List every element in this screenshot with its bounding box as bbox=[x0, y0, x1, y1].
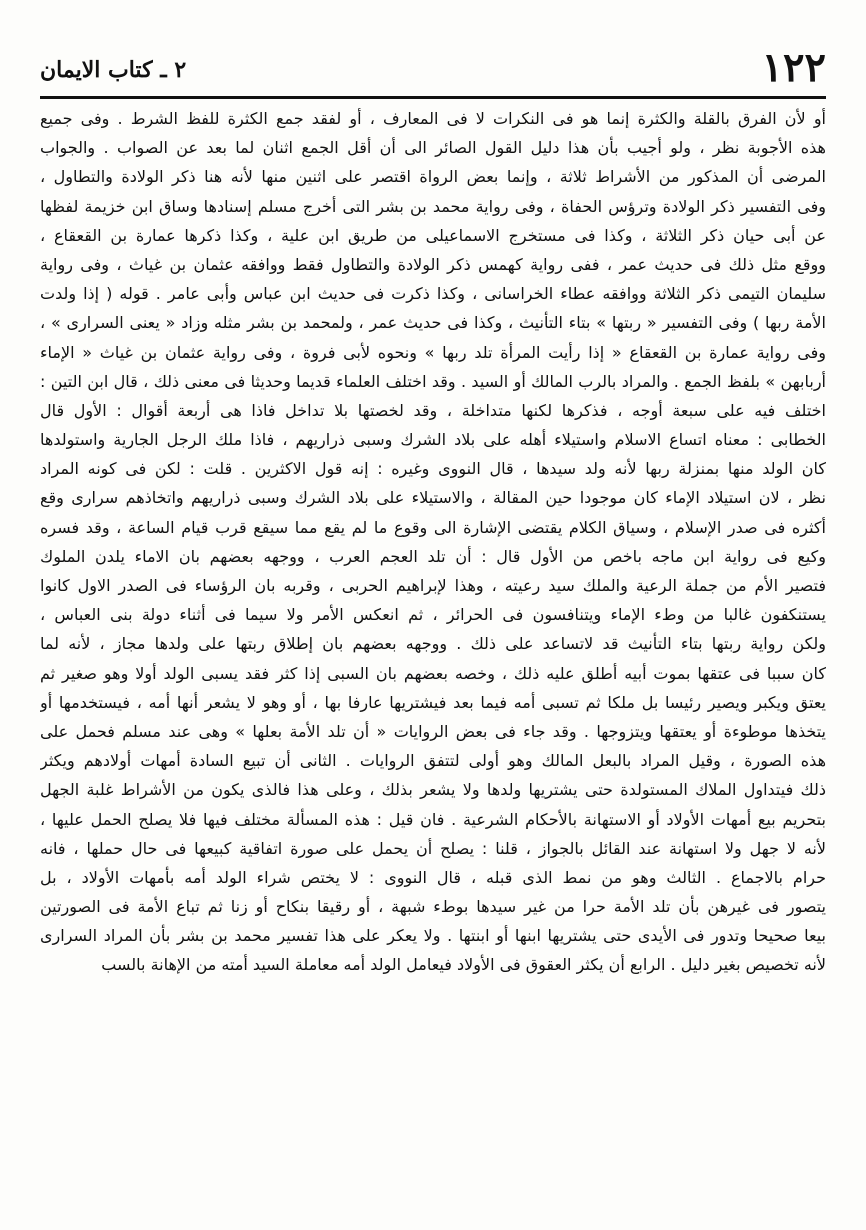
text-line: لأنه لا جهل ولا استهانة عند القائل بالجواز ، قلنا : يصلح أن يحمل على صورة اتفاقية كبيعها فى حال حملها ، فانه bbox=[40, 838, 826, 858]
text-line: يعتق ويكبر ويصير رئيسا بل ملكا ثم تسبى أمه فيما بعد فيشتريها عارفا بها ، أو وهو لا يشعر أنها أمه ، فيستخدمها أو bbox=[40, 692, 826, 712]
text-line: اختلف فيه على سبعة أوجه ، فذكرها لكنها متداخلة ، وقد لخصتها بلا تداخل فاذا هى أربعة أقوال : الأول قال bbox=[40, 400, 826, 420]
text-line: فتصير الأم من جملة الرعية والملك سيد رعيته ، وهذا لإبراهيم الحربى ، وقربه بان الرؤساء فى الصدر الاول كانوا bbox=[40, 576, 826, 595]
text-line: أو لأن الفرق بالقلة والكثرة إنما هو فى النكرات لا فى المعارف ، أو لفقد جمع الكثرة للفظ الشرط . وفى جميع bbox=[40, 109, 826, 128]
text-line: ووقع مثل ذلك فى حديث عمر ، ففى رواية كهمس ذكر الولادة والتطاول فقط ووافقه عثمان بن غياث ، وفى رواية bbox=[40, 254, 826, 274]
text-body bbox=[40, 104, 826, 1204]
header-divider bbox=[40, 96, 826, 99]
text-line: ذلك فيتداول الملاك المستولدة حتى يشتريها ولدها ولا يشعر بذلك ، وعلى هذا فالذى يكون من الأشراط غلبة الجهل bbox=[40, 780, 826, 800]
chapter-title: ٢ ـ كتاب الايمان bbox=[40, 57, 187, 83]
text-line: بتحريم بيع أمهات الأولاد أو الاستهانة بالأحكام الشرعية . فان قيل : هذه المسألة مختلف فيها فلا يصلح الحمل عليها ، bbox=[40, 809, 826, 829]
text-line: هذه الأجوبة نظر ، ولو أجيب بأن هذا دليل القول الصائر الى أن أقل الجمع اثنان لما بعد عن الصواب . والجواب bbox=[40, 138, 826, 158]
text-line: لأنه تخصيص بغير دليل . الرابع أن يكثر العقوق فى الأولاد فيعامل الولد أمه معاملة السيد أمته من الإهانة بالسب bbox=[101, 955, 826, 975]
text-line: ولكن رواية ربتها بتاء التأنيث قد لاتساعد على ذلك . ووجهه بعضهم بان إطلاق ربتها على ولدها مجاز ، لأنه لما bbox=[40, 634, 826, 654]
text-line: كان سببا فى عتقها بموت أبيه أطلق عليه ذلك ، وخصه بعضهم بان السبى إذا كثر فقد يسبى الولد أولا وهو صغير ثم bbox=[40, 663, 826, 683]
text-line: وفى رواية عمارة بن القعقاع « إذا رأيت المرأة تلد ربها » ونحوه لأبى فروة ، وفى رواية عثمان بن غياث « الإماء bbox=[40, 342, 826, 362]
text-line: بيعا صحيحا وتدور فى الأيدى حتى يشتريها ابنها أو ابنتها . ولا يعكر على هذا تفسير محمد بن بشر بأن المراد السرارى bbox=[40, 926, 826, 946]
text-line: أربابهن » بلفظ الجمع . والمراد بالرب المالك أو السيد . وقد اختلف العلماء قديما وحديثا فى معنى ذلك ، قال ابن التين : bbox=[40, 371, 826, 391]
text-line: أكثره فى صدر الإسلام ، وسياق الكلام يقتضى الإشارة الى وقوع ما لم يقع مما سيقع قرب قيام الساعة ، وقد فسره bbox=[40, 517, 826, 537]
text-line: يستنكفون غالبا من وطء الإماء ويتنافسون فى الحرائر ، ثم انعكس الأمر ولا سيما فى أثناء دولة بنى العباس ، bbox=[40, 605, 826, 625]
text-line: كان الولد منها بمنزلة ربها لأنه ولد سيدها ، قال النووى وغيره : إنه قول الاكثرين . قلت : لكن فى كونه المراد bbox=[40, 459, 826, 479]
text-line: الخطابى : معناه اتساع الاسلام واستيلاء أهله على بلاد الشرك وسبى ذراريهم ، فاذا ملك الرجل الجارية واستولدها bbox=[40, 430, 826, 450]
page-number: ١٢٢ bbox=[761, 44, 826, 91]
text-line: هذه الصورة ، وقيل المراد بالبعل المالك وهو أولى لتتفق الروايات . الثانى أن تبيع السادة أمهات أولادهم ويكثر bbox=[40, 751, 826, 771]
text-line: حرام بالاجماع . الثالث وهو من نمط الذى قبله ، قال النووى : لا يختص شراء الولد أمه بأمهات الأولاد ، بل bbox=[40, 867, 826, 887]
text-line: الأمة ربها ) وفى التفسير « ربتها » بتاء التأنيث ، وكذا فى حديث عمر ، ولمحمد بن بشر مثله وزاد « يعنى السرارى » ، bbox=[40, 313, 826, 333]
text-line: وكيع فى رواية ابن ماجه باخص من الأول قال : أن تلد العجم العرب ، ووجهه بعضهم بان الاماء يلدن الملوك bbox=[40, 546, 826, 566]
page-header bbox=[40, 44, 826, 94]
text-line: عن أبى حيان ذكر الثلاثة ، وكذا فى مستخرج الاسماعيلى من طريق ابن علية ، وكذا ذكرها عمارة بن القعقاع ، bbox=[40, 225, 826, 245]
text-line: وفى التفسير ذكر الولادة وترؤس الحفاة ، وفى رواية محمد بن بشر التى أخرج مسلم إسنادها وساق ابن خزيمة لفظها bbox=[40, 196, 826, 216]
text-line: المرضى أن المذكور من الأشراط ثلاثة ، وإنما بعض الرواة اقتصر على اثنين منها لأنه هنا ذكر الولادة والتطاول ، bbox=[40, 167, 826, 187]
text-line: سليمان التيمى ذكر الثلاثة ووافقه عطاء الخراسانى ، وكذا ذكرت فى حديث ابن عباس وأبى عامر . قوله ( إذا ولدت bbox=[40, 284, 826, 304]
text-line: نظر ، لان استيلاد الإماء كان موجودا حين المقالة ، والاستيلاء على بلاد الشرك وسبى ذراريهم واتخاذهم سرارى وقع bbox=[40, 488, 826, 508]
text-line: يتصور فى غيرهن بأن تلد الأمة حرا من غير سيدها بوطء شبهة ، أو رقيقا بنكاح أو زنا ثم تباع الأمة فى الصورتين bbox=[40, 897, 826, 917]
text-line: يتخذها موطوءة أو يعتقها ويتزوجها . وقد جاء فى بعض الروايات « أن تلد الأمة بعلها » وهى عند مسلم فحمل على bbox=[40, 721, 826, 741]
